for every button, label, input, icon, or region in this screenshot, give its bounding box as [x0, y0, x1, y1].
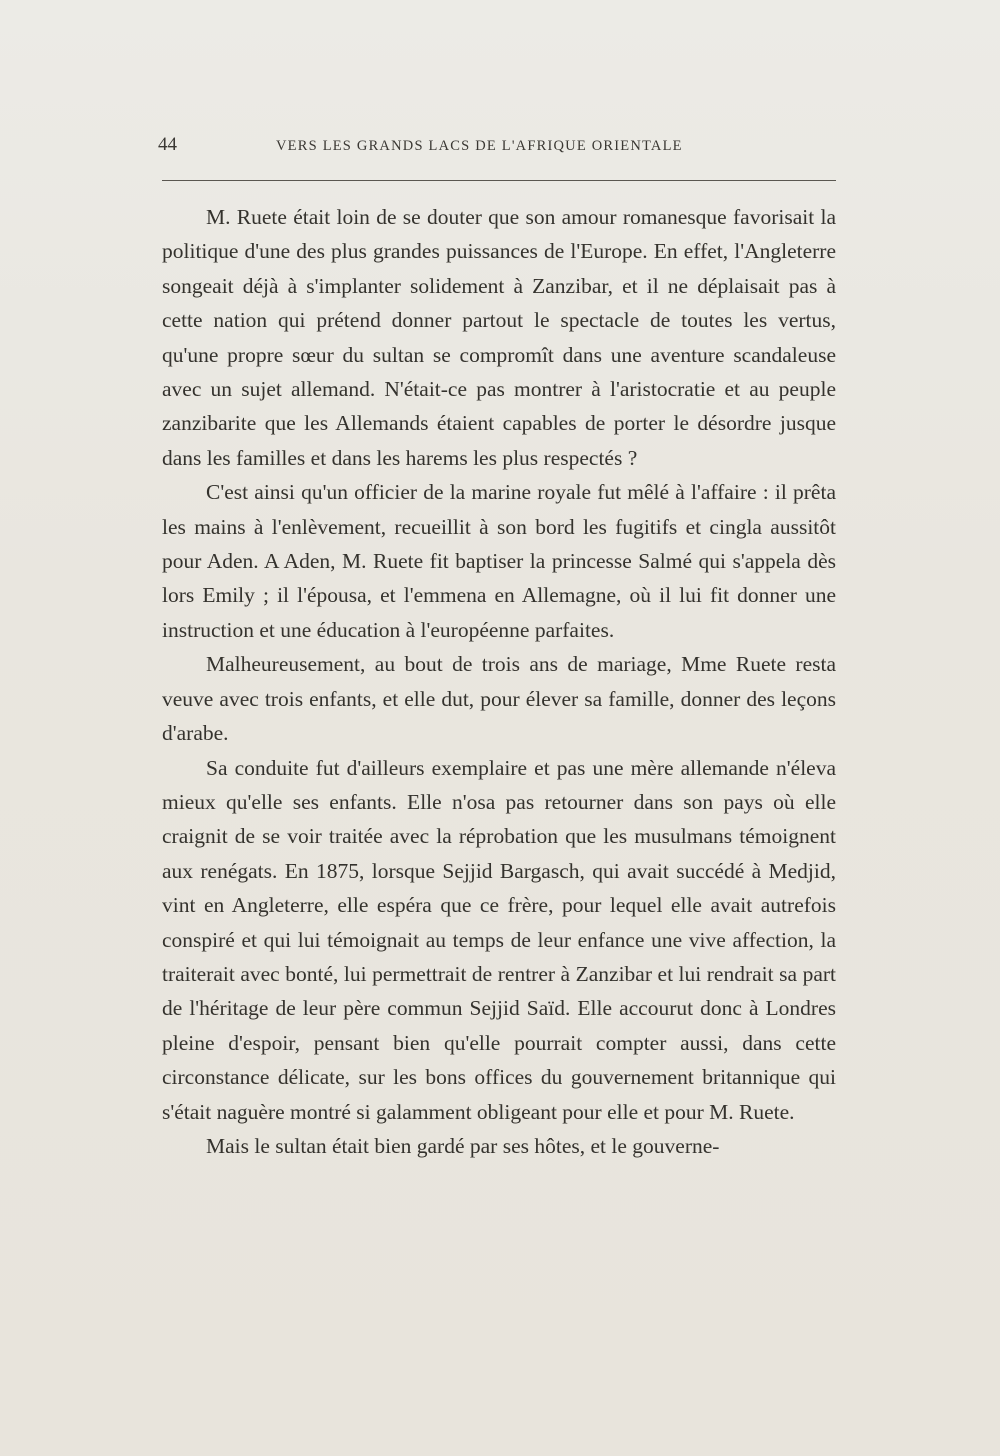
paragraph: M. Ruete était loin de se douter que son amour romanesque favorisait la politique d'une des plus grandes puissances de l'Europe. En effet, l'Angleterre songeait déjà à s'implanter solidement à Zanzibar, et il ne déplaisait pas à cette nation qui prétend donner partout le spectacle de toutes les vertus, qu'une propre sœur du sultan se compromît dans une aventure scandaleuse avec un sujet allemand. N'était-ce pas montrer à l'aristocratie et au peuple zanzibarite que les Allemands étaient capables de porter le désordre jusque dans les familles et dans les harems les plus respectés ? — [162, 205, 836, 470]
paragraph: Malheureusement, au bout de trois ans de mariage, Mme Ruete resta veuve avec trois enfants, et elle dut, pour élever sa famille, donner des leçons d'arabe. — [162, 652, 836, 746]
paragraph: C'est ainsi qu'un officier de la marine royale fut mêlé à l'affaire : il prêta les mains à l'enlèvement, recueillit à son bord les fugitifs et cingla aussitôt pour Aden. A Aden, M. Ruete fit baptiser la princesse Salmé qui s'appela dès lors Emily ; il l'épousa, et l'emmena en Allemagne, où il lui fit donner une instruction et une éducation à l'européenne parfaites. — [162, 480, 836, 642]
paragraph: Sa conduite fut d'ailleurs exemplaire et pas une mère allemande n'éleva mieux qu'elle ses enfants. Elle n'osa pas retourner dans son pays où elle craignit de se voir traitée avec la réprobation que les musulmans témoignent aux renégats. En 1875, lorsque Sejjid Bargasch, qui avait succédé à Medjid, vint en Angleterre, elle espéra que ce frère, pour lequel elle avait autrefois conspiré et qui lui témoignait au temps de leur enfance une vive affection, la traiterait avec bonté, lui permettrait de rentrer à Zanzibar et lui rendrait sa part de l'héritage de leur père commun Sejjid Saïd. Elle accourut donc à Londres pleine d'espoir, pensant bien qu'elle pourrait compter aussi, dans cette circonstance délicate, sur les bons offices du gouvernement britannique qui s'était naguère montré si galamment obligeant pour elle et pour M. Ruete. — [162, 755, 836, 1124]
running-head — [158, 134, 848, 160]
page-number: 44 — [158, 134, 177, 155]
paragraph: Mais le sultan était bien gardé par ses hôtes, et le gouverne- — [206, 1133, 720, 1158]
running-title: VERS LES GRANDS LACS DE L'AFRIQUE ORIENTALE — [276, 138, 683, 154]
body-text — [162, 200, 836, 1163]
header-rule — [162, 180, 836, 181]
